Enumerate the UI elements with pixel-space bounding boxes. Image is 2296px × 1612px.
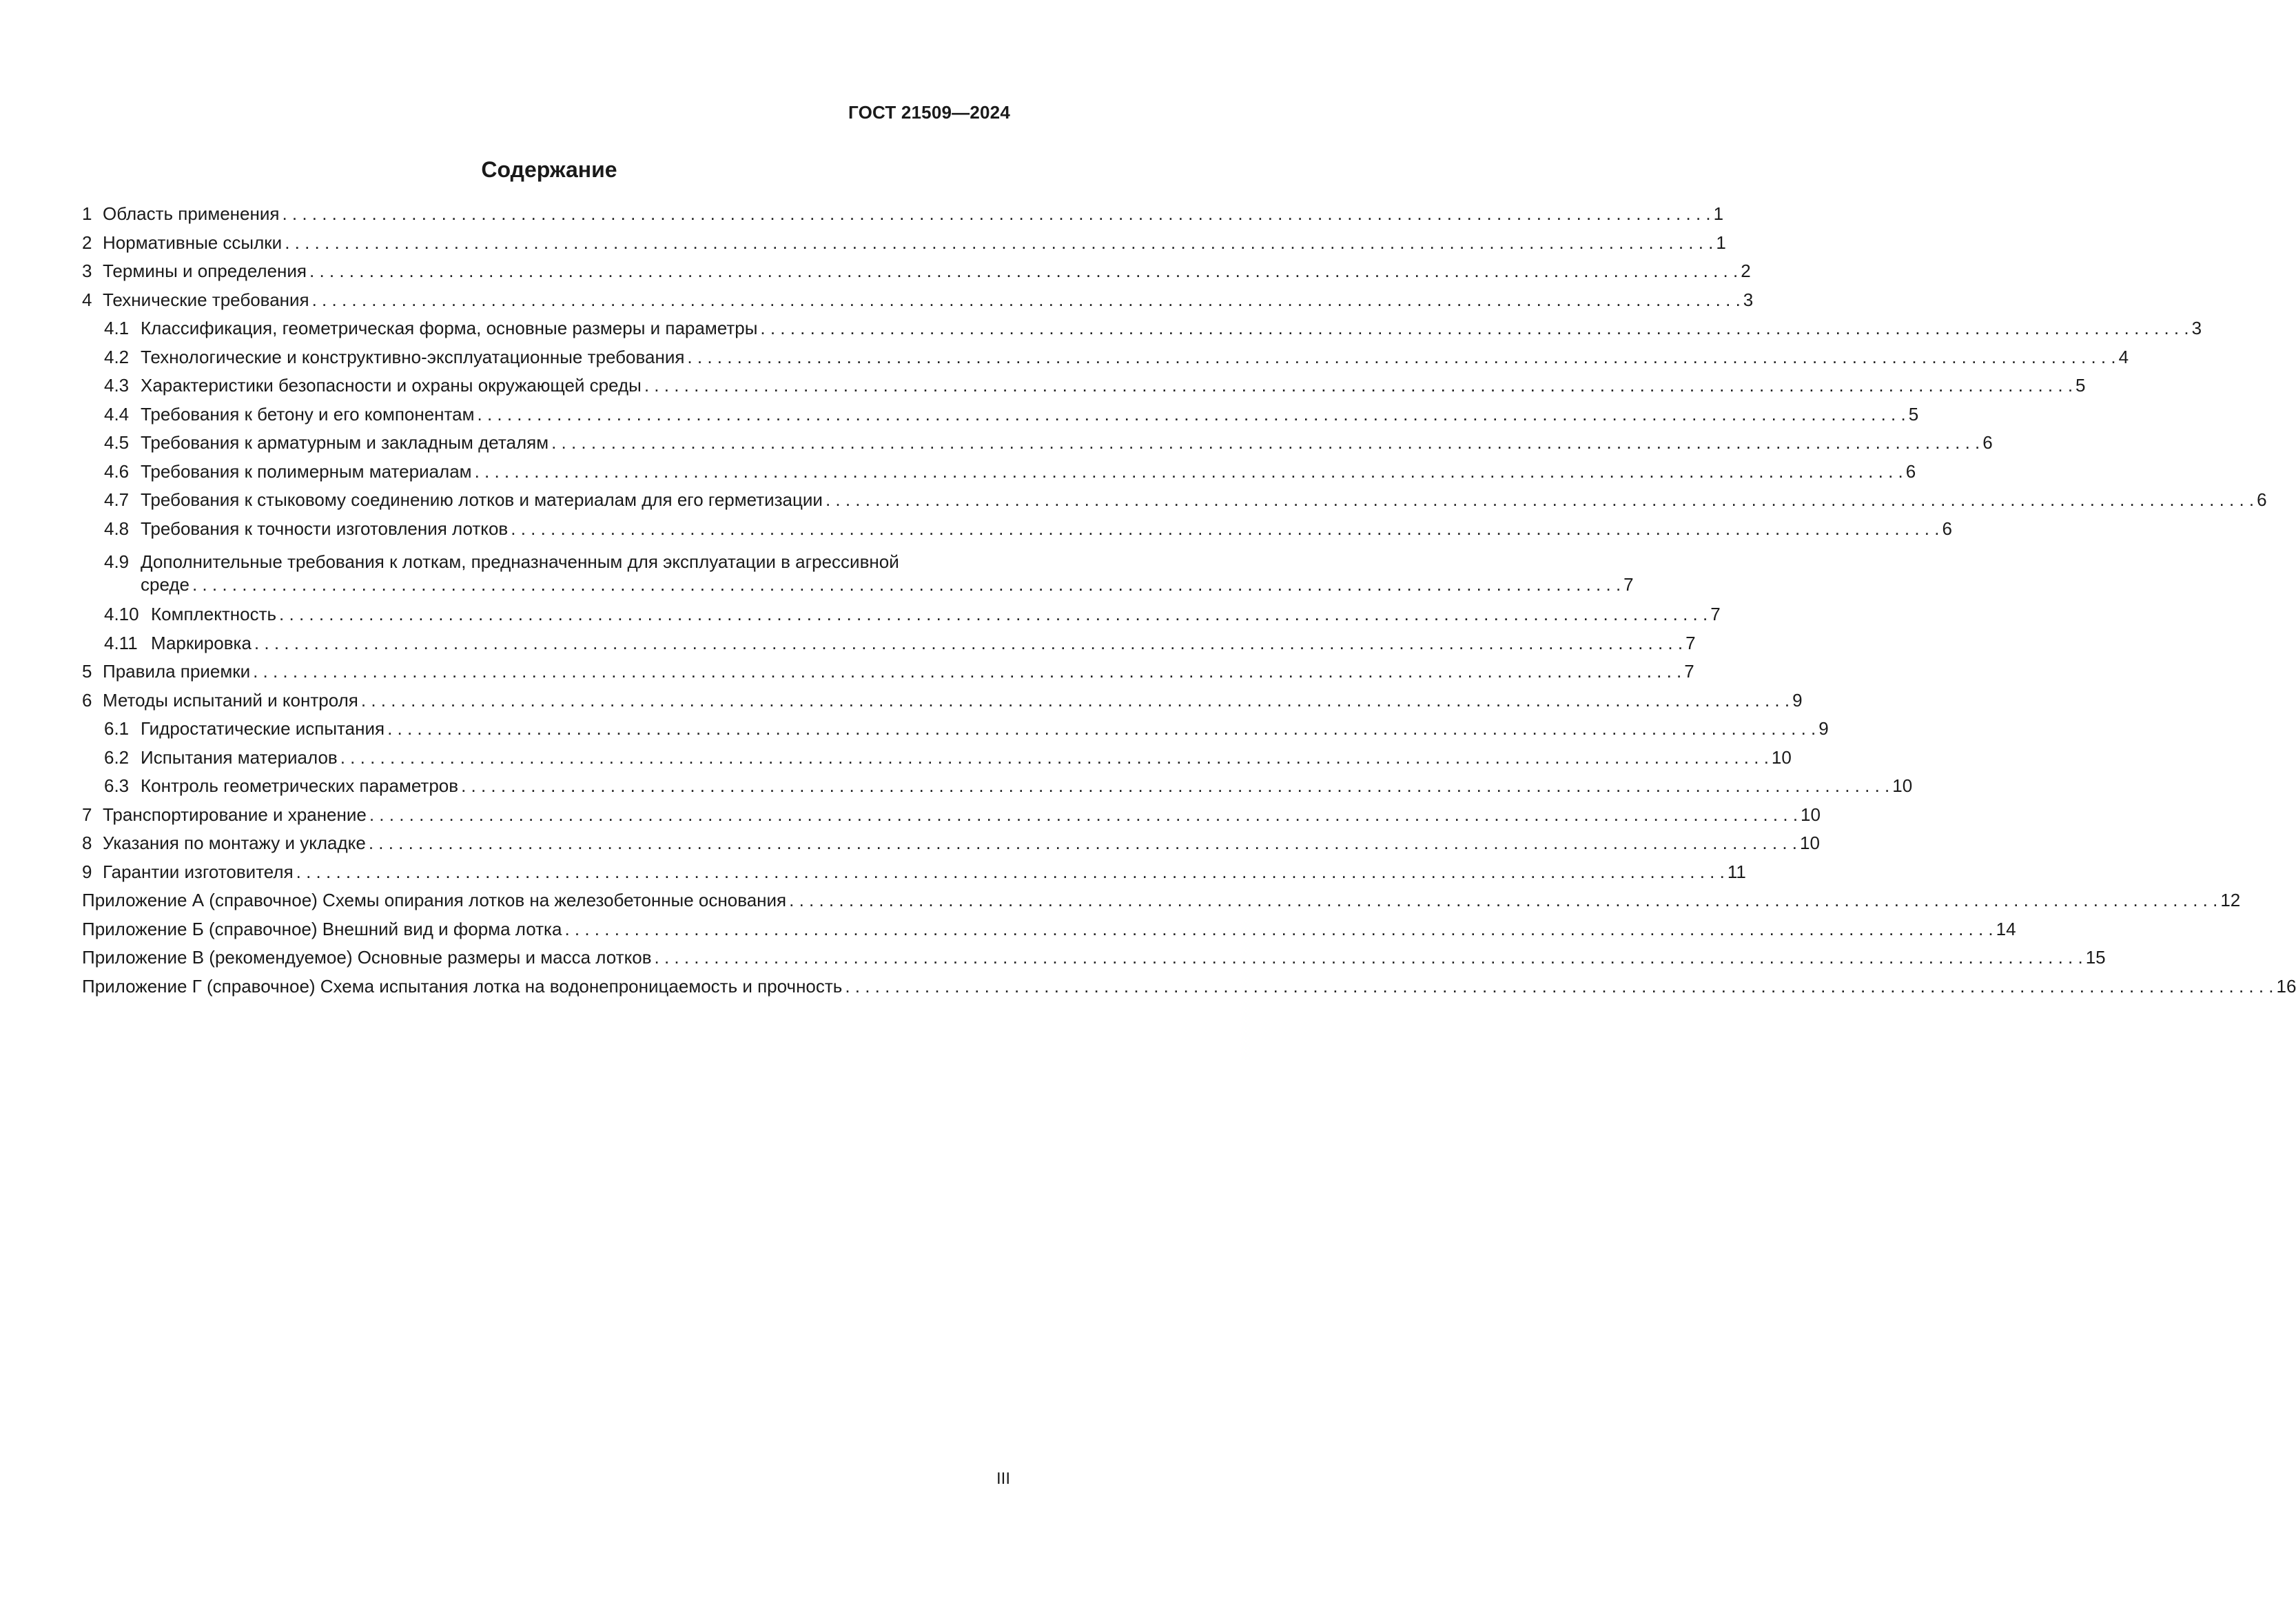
toc-leader-dots <box>826 486 2254 515</box>
toc-entry-number: 4.5 <box>104 432 130 453</box>
toc-entry-page: 5 <box>1908 403 1919 425</box>
toc-entry-title: Требования к точности изготовления лотков <box>141 518 509 539</box>
toc-entry-number: 5 <box>82 661 92 682</box>
toc-entry[interactable] <box>82 343 2129 372</box>
toc-leader-dots <box>551 429 1980 458</box>
toc-entry-number: 4.6 <box>104 460 130 482</box>
toc-leader-dots <box>369 829 1797 858</box>
toc-entry[interactable] <box>82 915 2016 944</box>
toc-entry-title: Характеристики безопасности и охраны окружающей среды <box>141 375 642 396</box>
toc-leader-dots <box>461 772 1889 801</box>
toc-entry-title: Требования к полимерным материалам <box>141 460 472 482</box>
toc-entry-title: Методы испытаний и контроля <box>103 689 358 711</box>
toc-entry[interactable] <box>82 886 2241 915</box>
toc-entry[interactable] <box>82 772 1913 801</box>
toc-entry-page: 7 <box>1623 574 1634 595</box>
toc-entry-number: 4.2 <box>104 346 130 367</box>
toc-entry-page: 6 <box>2257 489 2267 510</box>
toc-leader-dots <box>369 801 1798 830</box>
toc-entry-page: 3 <box>2191 318 2202 338</box>
toc-entry-page: 10 <box>1801 804 1821 825</box>
toc-entry-number: 4.9 <box>104 551 130 572</box>
toc-entry[interactable] <box>82 371 2086 400</box>
toc-entry-page: 12 <box>2220 890 2241 910</box>
toc-entry-title: Нормативные ссылки <box>103 232 283 253</box>
toc-leader-dots <box>282 200 1710 229</box>
toc-entry-number: 1 <box>82 203 92 224</box>
toc-entry-title: Требования к стыковому соединению лотков и материалам для его герметизации <box>141 489 823 510</box>
toc-entry-number: 6.3 <box>104 775 130 796</box>
toc-entry-title: Указания по монтажу и укладке <box>103 833 366 853</box>
toc-entry-page: 16 <box>2276 975 2296 997</box>
table-of-contents <box>82 200 2296 1001</box>
toc-leader-dots <box>309 257 1738 286</box>
toc-entry[interactable] <box>82 972 2296 1001</box>
toc-entry-number: 4.3 <box>104 375 130 396</box>
toc-entry-number: 6.1 <box>104 718 130 739</box>
toc-entry[interactable] <box>82 744 1792 773</box>
toc-leader-dots <box>285 229 1713 258</box>
toc-entry-title-continued: среде <box>141 574 189 595</box>
toc-entry[interactable] <box>82 715 1829 744</box>
toc-entry[interactable] <box>82 400 1919 429</box>
toc-leader-dots <box>644 371 2073 400</box>
toc-entry-title: Термины и определения <box>103 261 307 281</box>
document-code: ГОСТ 21509—2024 <box>848 102 1010 123</box>
toc-entry[interactable] <box>82 943 2106 972</box>
toc-entry[interactable] <box>82 600 1721 629</box>
toc-entry-title: Приложение Г (справочное) Схема испытания лотка на водонепроницаемость и прочность <box>82 975 843 997</box>
toc-entry-number: 6 <box>82 689 92 711</box>
toc-entry-number: 4 <box>82 289 92 310</box>
toc-entry-number: 2 <box>82 232 92 253</box>
toc-entry-title: Область применения <box>103 203 280 224</box>
toc-entry-page: 6 <box>1942 518 1952 539</box>
toc-entry-title: Комплектность <box>151 604 277 624</box>
toc-entry-page: 10 <box>1771 746 1792 768</box>
toc-entry-title: Приложение Б (справочное) Внешний вид и форма лотка <box>82 918 562 939</box>
toc-entry-number: 4.8 <box>104 518 130 539</box>
toc-leader-dots <box>687 343 2115 372</box>
toc-entry-title: Технологические и конструктивно-эксплуатационные требования <box>141 346 685 367</box>
toc-entry-page: 2 <box>1741 261 1751 281</box>
toc-leader-dots <box>475 458 1903 487</box>
toc-leader-dots <box>253 657 1681 686</box>
toc-entry[interactable] <box>82 801 1821 830</box>
toc-entry[interactable] <box>82 858 1746 887</box>
toc-leader-dots <box>478 400 1906 429</box>
toc-entry[interactable] <box>82 429 1993 458</box>
toc-leader-dots <box>511 515 1939 544</box>
toc-entry-title: Дополнительные требования к лоткам, предназначенным для эксплуатации в агрессивной <box>141 551 899 572</box>
toc-entry-number: 7 <box>82 804 92 825</box>
toc-entry-page: 14 <box>1996 918 2016 939</box>
toc-entry-page: 7 <box>1684 661 1694 682</box>
toc-entry-number: 3 <box>82 261 92 281</box>
toc-entry-page: 4 <box>2118 346 2129 367</box>
toc-leader-dots <box>564 915 1993 944</box>
toc-entry[interactable] <box>82 200 1724 229</box>
toc-entry[interactable] <box>82 257 1751 286</box>
toc-entry-page: 5 <box>2075 375 2086 396</box>
toc-entry-title: Технические требования <box>103 289 309 310</box>
toc-entry-number: 4.1 <box>104 318 130 338</box>
toc-entry-title: Контроль геометрических параметров <box>141 775 459 796</box>
page-number: III <box>996 1469 1010 1488</box>
toc-leader-dots <box>789 886 2217 915</box>
toc-entry-title: Гарантии изготовителя <box>103 861 294 882</box>
toc-entry[interactable] <box>82 486 2267 515</box>
toc-leader-dots <box>192 573 1621 596</box>
toc-entry-title: Требования к арматурным и закладным деталям <box>141 432 549 453</box>
toc-entry-title: Приложение В (рекомендуемое) Основные размеры и масса лотков <box>82 947 652 968</box>
toc-leader-dots <box>279 600 1708 629</box>
toc-leader-dots <box>361 686 1790 715</box>
toc-entry-title: Требования к бетону и его компонентам <box>141 403 475 425</box>
toc-leader-dots <box>296 858 1725 887</box>
toc-entry-page: 9 <box>1792 689 1803 711</box>
toc-entry[interactable] <box>82 829 1820 858</box>
toc-entry-page: 10 <box>1892 775 1913 796</box>
toc-leader-dots <box>254 629 1683 658</box>
toc-entry-number: 9 <box>82 861 92 882</box>
toc-entry-page: 6 <box>1905 460 1916 482</box>
toc-leader-dots <box>760 314 2189 343</box>
toc-entry[interactable] <box>82 286 1754 315</box>
toc-entry-number: 6.2 <box>104 746 130 768</box>
toc-entry[interactable] <box>82 314 2202 343</box>
toc-entry[interactable] <box>82 657 1694 686</box>
toc-entry-page: 15 <box>2085 947 2106 968</box>
toc-entry-number: 4.10 <box>104 604 139 624</box>
toc-entry[interactable] <box>82 629 1696 658</box>
toc-entry-page: 7 <box>1710 604 1721 624</box>
toc-entry-page: 3 <box>1743 289 1754 310</box>
toc-entry-page: 11 <box>1727 861 1746 882</box>
toc-entry-title: Правила приемки <box>103 661 251 682</box>
toc-leader-dots <box>340 744 1769 773</box>
toc-entry-title: Транспортирование и хранение <box>103 804 367 825</box>
toc-entry-number: 4.7 <box>104 489 130 510</box>
toc-entry-title: Классификация, геометрическая форма, основные размеры и параметры <box>141 318 758 338</box>
toc-entry-number: 8 <box>82 833 92 853</box>
toc-entry[interactable] <box>82 543 1634 600</box>
page-title: Содержание <box>481 157 617 182</box>
toc-entry-title: Приложение А (справочное) Схемы опирания лотков на железобетонные основания <box>82 890 787 910</box>
toc-leader-dots <box>387 715 1816 744</box>
toc-entry-title: Маркировка <box>151 632 252 653</box>
toc-entry-page: 1 <box>1716 232 1726 253</box>
toc-entry-page: 9 <box>1818 718 1829 739</box>
toc-entry[interactable] <box>82 686 1803 715</box>
toc-leader-dots <box>655 943 2083 972</box>
toc-leader-dots <box>312 286 1741 315</box>
toc-entry[interactable] <box>82 515 1952 544</box>
toc-entry-title: Испытания материалов <box>141 746 338 768</box>
toc-entry-title: Гидростатические испытания <box>141 718 385 739</box>
toc-entry-number: 4.4 <box>104 403 130 425</box>
toc-entry-page: 10 <box>1800 833 1820 853</box>
toc-entry-number: 4.11 <box>104 632 138 653</box>
toc-leader-dots <box>845 972 2273 1001</box>
toc-entry-page: 1 <box>1713 203 1724 224</box>
toc-entry-page: 7 <box>1685 632 1696 653</box>
toc-entry[interactable] <box>82 458 1916 487</box>
toc-entry-page: 6 <box>1982 432 1993 453</box>
toc-entry[interactable] <box>82 229 1726 258</box>
